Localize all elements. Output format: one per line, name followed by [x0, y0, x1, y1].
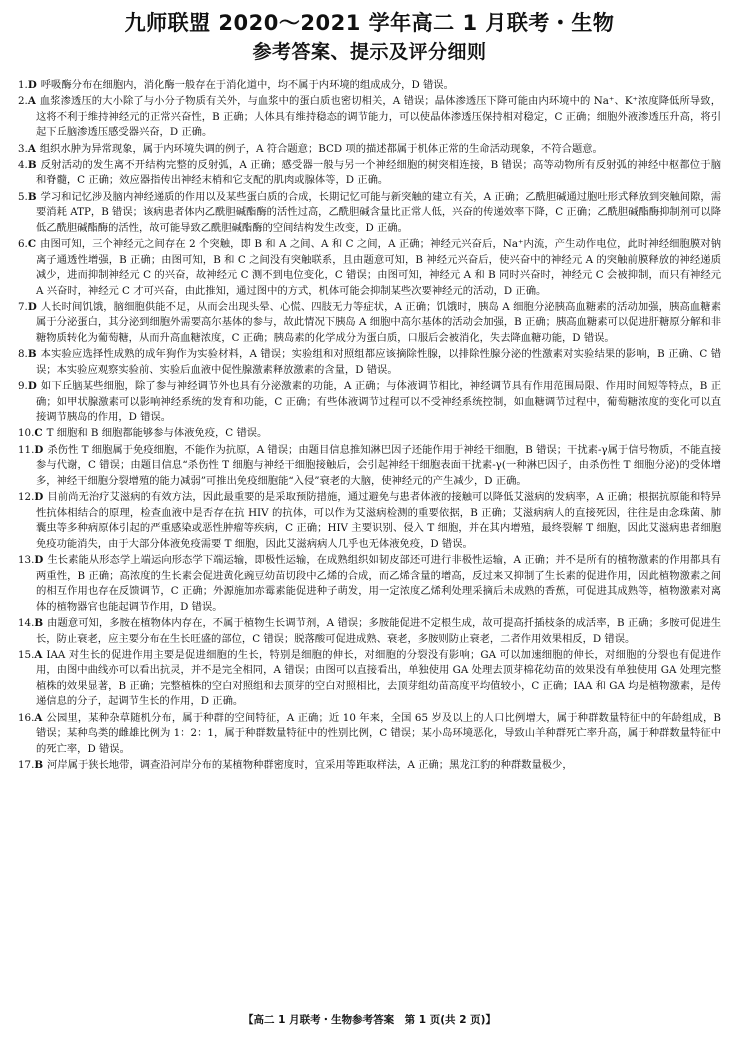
answer-item: 3.A 组织水肿为异常现象，属于内环境失调的例子，A 符合题意；BCD 项的描述都属于机体正常的生命活动现象，不符合题意。 — [18, 142, 603, 155]
answer-item: 2.A 血浆渗透压的大小除了与小分子物质有关外，与血浆中的蛋白质也密切相关，A 错误；晶体渗透压下降可能由内环境中的 Na⁺、K⁺浓度降低所导致，这将不利于维持神经元的正常兴奋性，B 正确；人体具有维持稳态的调节能力，可以使晶体渗透压保持相对稳定，C 正确；细胞外液渗透压升高，将引起下丘脑渗透压感受器兴奋，D 正确。 — [18, 95, 721, 139]
answer-item: 13.D 生长素能从形态学上端运向形态学下端运输，即极性运输，在成熟组织如韧皮部还可进行非极性运输，A 正确；并不是所有的植物激素的作用都具有两重性，B 正确；高浓度的生长素会促进黄化豌豆幼苗切段中乙烯的合成，而乙烯含量的增高，反过来又抑制了生长素的促进作用，因此植物激素之间的相互作用也存在反馈调节，C 正确；外源施加赤霉素能促进种子萌发，用一定浓度乙烯利处理采摘后未成熟的香蕉，可促进其成熟等，植物激素对离体的植物器官也能起调节作用，D 错误。 — [18, 553, 721, 613]
answer-item: 9.D 如下丘脑某些细胞，除了参与神经调节外也具有分泌激素的功能，A 正确；与体液调节相比，神经调节具有作用范围局限、作用时间短等特点，B 正确；如甲状腺激素可以影响神经系统的发育和功能，C 正确；有些体液调节过程可以不受神经系统控制，如血糖调节过程中，葡萄糖浓度的变化可以直接调节胰岛的作用，D 错误。 — [18, 380, 721, 424]
page-subtitle: 参考答案、提示及评分细则 — [252, 41, 487, 63]
answer-list — [18, 78, 721, 774]
page-title: 九师联盟 2020～2021 学年高二 1 月联考・生物 — [124, 11, 615, 35]
answer-item: 4.B 反射活动的发生离不开结构完整的反射弧，A 正确；感受器一般与另一个神经细胞的树突相连接，B 错误；高等动物所有反射弧的神经中枢都位于脑和脊髓，C 正确；效应器指传出神经末梢和它支配的肌肉或腺体等，D 正确。 — [18, 158, 721, 187]
answer-item: 8.B 本实验应选择性成熟的成年狗作为实验材料，A 错误；实验组和对照组都应该摘除性腺，以排除性腺分泌的性激素对实验结果的影响，B 正确、C 错误；本实验应观察实验前、实验后血液中促性腺激素释放激素的含量，D 错误。 — [18, 348, 721, 376]
answer-item: 12.D 目前尚无治疗艾滋病的有效方法，因此最重要的是采取预防措施，通过避免与患者体液的接触可以降低艾滋病的发病率，A 正确；根据抗原能和特异性抗体相结合的原理，检查血液中是否存在抗 HIV 的抗体，可以作为艾滋病检测的重要依据，B 正确；艾滋病病人的直接死因，往往是由念珠菌、肺囊虫等多种病原体引起的严重感染或恶性肿瘤等疾病，C 正确；HIV 主要识别、侵入 T 细胞，并在其内增殖，最终裂解 T 细胞，因此艾滋病患者细胞免疫功能消失，由于大部分体液免疫需要 T 细胞，因此艾滋病病人几乎也无体液免疫，D 错误。 — [18, 490, 721, 550]
answer-item: 1.D 呼吸酶分布在细胞内，消化酶一般存在于消化道中，均不属于内环境的组成成分，D 错误。 — [18, 79, 454, 91]
answer-item: 6.C 由图可知，三个神经元之间存在 2 个突触，即 B 和 A 之间、A 和 C 之间，A 正确；神经元兴奋后，Na⁺内流，产生动作电位，此时神经细胞膜对钠离子通透性增强，B 正确；由图可知，B 和 C 之间没有突触联系，且由题意可知，B 神经元兴奋后，使兴奋中的神经元 A 的突触前膜释放的神经递质减少，进而抑制神经元 C 的兴奋，故神经元 C 测不到电位变化，C 错误；由图可知，神经元 A 和 B 同时兴奋时，神经元 C 会被抑制，而只有神经元 A 兴奋时，神经元 C 才可兴奋，由此推知，通过图中的方式，机体可能会抑制某些次要神经元的活动，D 正确。 — [18, 237, 721, 297]
answer-item: 16.A 公园里，某种杂草随机分布，属于种群的空间特征，A 正确；近 10 年来，全国 65 岁及以上的人口比例增大，属于种群数量特征中的年龄组成，B 错误；某种鸟类的雌雄比例为 1：2：1，属于种群数量特征中的性别比例，C 错误；某小岛环境恶化，导致山羊种群死亡率升高，属于种群数量特征中的死亡率，D 错误。 — [18, 711, 721, 755]
page-footer: 【高二 1 月联考・生物参考答案 第 1 页(共 2 页)】 — [243, 1014, 496, 1026]
answer-item: 5.B 学习和记忆涉及脑内神经递质的作用以及某些蛋白质的合成，长期记忆可能与新突触的建立有关，A 正确；乙酰胆碱通过胞吐形式释放到突触间隙，需要消耗 ATP，B 错误；该病患者体内乙酰胆碱酯酶的活性过高，乙酰胆碱含量比正常人低，兴奋的传递效率下降，C 正确；乙酰胆碱酯酶抑制剂可以降低乙酰胆碱酯酶的活性，故可能导致乙酰胆碱酯酶的空间结构发生改变，D 正确。 — [18, 190, 721, 234]
answer-item: 11.D 杀伤性 T 细胞属于免疫细胞，不能作为抗原，A 错误；由题目信息推知淋巴因子还能作用于神经干细胞，B 错误；干扰素-γ属于信号物质，不能直接参与代谢，C 错误；由题目信息“杀伤性 T 细胞与神经干细胞接触后，会引起神经干细胞表面干扰素-γ(一种淋巴因子，由杀伤性 T 细胞分泌)的受体增多，神经干细胞分裂增殖的能力减弱”可推出免疫细胞能“入侵”衰老的大脑，使神经元的产生减少，D 正确。 — [18, 443, 721, 487]
answer-item: 17.B 河岸属于狭长地带，调查沿河岸分布的某植物种群密度时，宜采用等距取样法，A 正确；黑龙江豹的种群数量极少， — [18, 759, 573, 772]
answer-item: 7.D 人长时间饥饿，脑细胞供能不足，从而会出现头晕、心慌、四肢无力等症状，A 正确；饥饿时，胰岛 A 细胞分泌胰高血糖素的活动加强，胰高血糖素属于分泌蛋白，其分泌到细胞外需要高尔基体的参与，故此情况下胰岛 A 细胞中高尔基体的活动会加强，B 正确；胰高血糖素可以促进肝糖原分解和非糖物质转化为葡萄糖，从而升高血糖浓度，C 正确；胰岛素的化学成分为蛋白质，口服后会被消化，失去降血糖功能，D 错误。 — [18, 300, 721, 345]
answer-item: 15.A IAA 对生长的促进作用主要是促进细胞的生长，特别是细胞的伸长，对细胞的分裂没有影响；GA 可以加速细胞的伸长，对细胞的分裂也有促进作用，由图中曲线亦可以看出抗灵，并不是完全相同，A 错误；由图可以直接看出，单独使用 GA 处理去顶芽棉花幼苗的效果没有单独使用 GA 处理完整植株的效果显著，B 正确；完整植株的空白对照组和去顶芽的空白对照相比，去顶芽组幼苗高度平均值较小，C 正确；IAA 和 GA 均是植物激素，是传递信息的分子，起调节生长的作用，D 正确。 — [18, 648, 721, 708]
answer-item: 14.B 由题意可知，多胺在植物体内存在，不属于植物生长调节剂，A 错误；多胺能促进不定根生成，故可提高扦插枝条的成活率，B 正确；多胺可促进生长，防止衰老，应主要分布在生长旺盛的部位，C 错误；脱落酸可促进成熟、衰老，多胺则防止衰老，二者作用效果相反，D 错误。 — [18, 616, 721, 645]
answer-item: 10.C T 细胞和 B 细胞都能够参与体液免疫，C 错误。 — [18, 427, 268, 440]
